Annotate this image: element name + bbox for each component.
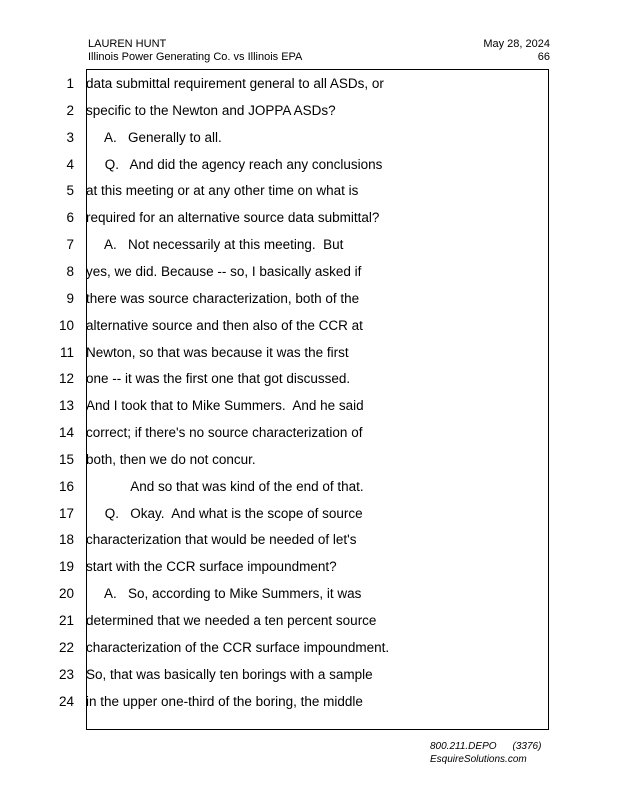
line-number: 13: [58, 398, 74, 413]
line-number: 14: [58, 425, 74, 440]
line-number: 17: [58, 506, 74, 521]
header-left: [88, 38, 302, 64]
footer-phone: 800.211.DEPO: [430, 741, 497, 752]
transcript-line: Newton, so that was because it was the first: [86, 345, 349, 360]
transcript-line: data submittal requirement general to all ASDs, or: [86, 76, 384, 91]
line-number: 12: [58, 371, 74, 386]
line-number: 7: [66, 237, 74, 252]
transcript-line: yes, we did. Because -- so, I basically asked if: [86, 264, 362, 279]
line-number: 10: [58, 318, 74, 333]
footer-website: EsquireSolutions.com: [430, 754, 527, 765]
footer-phone-code: (3376): [512, 741, 542, 752]
line-number: 24: [58, 694, 74, 709]
line-number: 6: [66, 210, 74, 225]
line-number: 15: [58, 452, 74, 467]
line-number: 9: [66, 291, 74, 306]
line-number: 2: [66, 103, 74, 118]
page-number: 66: [537, 51, 550, 63]
transcript-line: alternative source and then also of the CCR at: [86, 318, 363, 333]
line-number: 21: [58, 613, 74, 628]
footer: [430, 740, 541, 766]
transcript-line: there was source characterization, both of the: [86, 291, 360, 306]
line-number: 18: [58, 532, 74, 547]
transcript-line: Q. And did the agency reach any conclusions: [86, 157, 383, 172]
line-number: 20: [58, 586, 74, 601]
line-number: 4: [66, 157, 74, 172]
transcript-line: correct; if there's no source characterization of: [86, 425, 363, 440]
transcript-line: So, that was basically ten borings with a sample: [86, 667, 373, 682]
line-number: 1: [66, 76, 74, 91]
transcript-line: specific to the Newton and JOPPA ASDs?: [86, 103, 336, 118]
line-number: 22: [58, 640, 74, 655]
transcript-line: in the upper one-third of the boring, the middle: [86, 694, 363, 709]
line-number: 5: [66, 183, 74, 198]
transcript-line: characterization of the CCR surface impoundment.: [86, 640, 390, 655]
case-title: Illinois Power Generating Co. vs Illinois EPA: [88, 51, 303, 63]
transcript-line: And I took that to Mike Summers. And he said: [86, 398, 364, 413]
line-number: 11: [59, 345, 74, 360]
transcript-line: And so that was kind of the end of that.: [86, 479, 364, 494]
witness-name: LAUREN HUNT: [88, 38, 167, 50]
transcript-line: characterization that would be needed of let's: [86, 532, 357, 547]
transcript-line: start with the CCR surface impoundment?: [86, 559, 337, 574]
transcript-line: A. Not necessarily at this meeting. But: [86, 237, 344, 252]
transcript-line: A. Generally to all.: [86, 130, 222, 145]
line-number: 3: [66, 130, 74, 145]
line-number: 8: [66, 264, 74, 279]
transcript-line: A. So, according to Mike Summers, it was: [86, 586, 362, 601]
transcript-line: at this meeting or at any other time on what is: [86, 183, 359, 198]
transcript-line: one -- it was the first one that got discussed.: [86, 371, 351, 386]
line-number: 16: [58, 479, 74, 494]
line-number: 23: [58, 667, 74, 682]
line-number: 19: [58, 559, 74, 574]
deposition-date: May 28, 2024: [483, 38, 550, 50]
header-right: [483, 38, 550, 64]
transcript-line: required for an alternative source data submittal?: [86, 210, 380, 225]
transcript-line: Q. Okay. And what is the scope of source: [86, 506, 363, 521]
transcript-line: both, then we do not concur.: [86, 452, 256, 467]
transcript-line: determined that we needed a ten percent source: [86, 613, 377, 628]
